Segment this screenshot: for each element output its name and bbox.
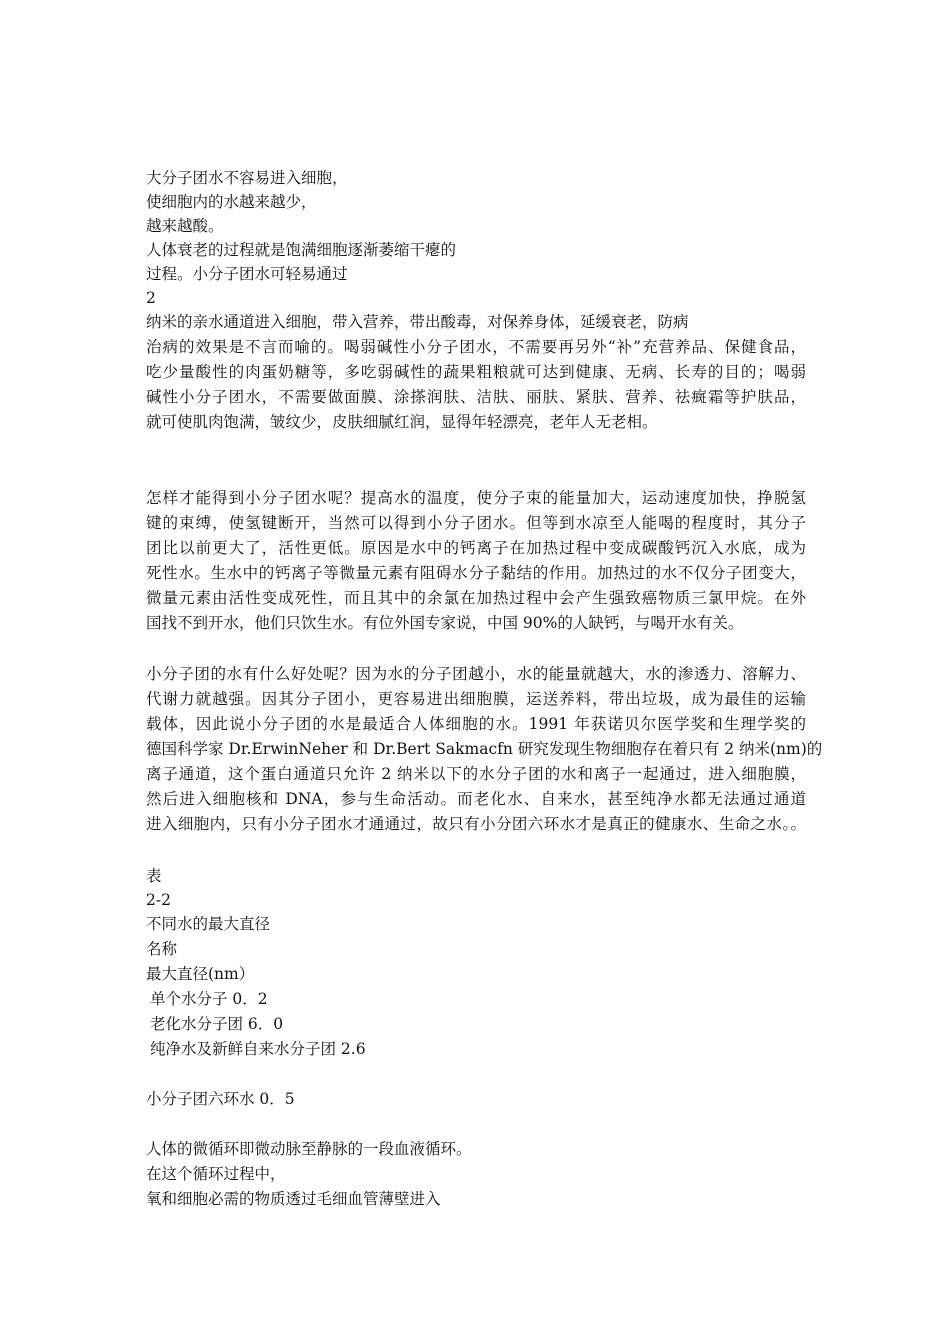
text-line: 2 xyxy=(146,289,156,307)
table-number: 2-2 xyxy=(146,891,171,909)
text-line: 吃少量酸性的肉蛋奶糖等，多吃弱碱性的蔬果粗粮就可达到健康、无病、长寿的目的；喝弱 xyxy=(146,363,806,381)
table-header-diameter: 最大直径(nm） xyxy=(146,965,255,983)
text-line: 氧和细胞必需的物质透过毛细血管薄壁进入 xyxy=(146,1190,441,1208)
text-line: 使细胞内的水越来越少， xyxy=(146,193,317,211)
text-line: 团比以前更大了，活性更低。原因是水中的钙离子在加热过程中变成碳酸钙沉入水底，成为 xyxy=(146,539,806,557)
table-row: 单个水分子 0．2 xyxy=(150,990,268,1008)
text-line: 怎样才能得到小分子团水呢？提高水的温度，使分子束的能量加大，运动速度加快，挣脱氢 xyxy=(146,489,806,507)
text-line: 小分子团的水有什么好处呢？因为水的分子团越小，水的能量就越大，水的渗透力、溶解力、 xyxy=(146,665,806,683)
text-line: 纳米的亲水通道进入细胞，带入营养，带出酸毒，对保养身体，延缓衰老，防病 xyxy=(146,313,689,331)
text-line: 离子通道，这个蛋白通道只允许 2 纳米以下的水分子团的水和离子一起通过，进入细胞膜， xyxy=(146,765,806,783)
text-line: 代谢力就越强。因其分子团小，更容易进出细胞膜，运送养料，带出垃圾，成为最佳的运输 xyxy=(146,690,806,708)
text-line: 治病的效果是不言而喻的。喝弱碱性小分子团水，不需要再另外“补”充营养品、保健食品， xyxy=(146,338,806,356)
text-line: 越来越酸。 xyxy=(146,217,224,235)
text-line: 大分子团水不容易进入细胞， xyxy=(146,169,348,187)
table-caption: 不同水的最大直径 xyxy=(146,915,271,933)
table-header-name: 名称 xyxy=(146,940,178,958)
text-line: 德国科学家 Dr.ErwinNeher 和 Dr.Bert Sakmacfn 研究发现生物细胞存在着只有 2 纳米(nm)的 xyxy=(146,740,823,758)
text-line: 人体的微循环即微动脉至静脉的一段血液循环。 xyxy=(146,1140,472,1158)
text-line: 在这个循环过程中， xyxy=(146,1165,286,1183)
text-line: 进入细胞内，只有小分子团水才通通过，故只有小分团六环水才是真正的健康水、生命之水。。 xyxy=(146,815,806,833)
text-line: 国找不到开水，他们只饮生水。有位外国专家说，中国 90%的人缺钙，与喝开水有关。 xyxy=(146,614,744,632)
table-row: 老化水分子团 6．0 xyxy=(150,1015,284,1033)
table-row: 纯净水及新鲜自来水分子团 2.6 xyxy=(150,1040,366,1058)
text-line: 微量元素由活性变成死性，而且其中的余氯在加热过程中会产生强致癌物质三氯甲烷。在外 xyxy=(146,589,806,607)
text-line: 人体衰老的过程就是饱满细胞逐渐萎缩干瘪的 xyxy=(146,241,457,259)
text-line: 碱性小分子团水，不需要做面膜、涂搽润肤、洁肤、丽肤、紧肤、营养、祛癍霜等护肤品， xyxy=(146,388,806,406)
table-label: 表 xyxy=(146,867,162,885)
text-line: 载体，因此说小分子团的水是最适合人体细胞的水。1991 年获诺贝尔医学奖和生理学奖的 xyxy=(146,715,806,733)
text-line: 死性水。生水中的钙离子等微量元素有阻碍水分子黏结的作用。加热过的水不仅分子团变大， xyxy=(146,564,806,582)
text-line: 过程。小分子团水可轻易通过 xyxy=(146,265,348,283)
text-line: 然后进入细胞核和 DNA，参与生命活动。而老化水、自来水，甚至纯净水都无法通过通道 xyxy=(146,790,806,808)
text-line: 键的束缚，使氢键断开，当然可以得到小分子团水。但等到水凉至人能喝的程度时，其分子 xyxy=(146,514,806,532)
table-row: 小分子团六环水 0．5 xyxy=(146,1090,295,1108)
text-line: 就可使肌肉饱满，皱纹少，皮肤细腻红润，显得年轻漂亮，老年人无老相。 xyxy=(146,413,658,431)
